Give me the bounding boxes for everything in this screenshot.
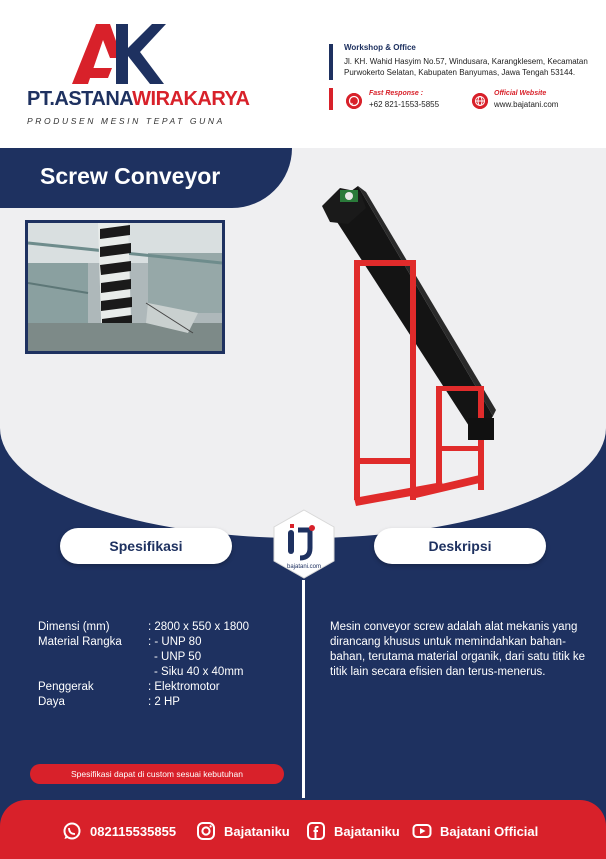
custom-note-badge: Spesifikasi dapat di custom sesuai kebutuhan — [30, 764, 284, 784]
screw-conveyor-illustration — [318, 178, 508, 508]
whatsapp-icon — [62, 821, 82, 841]
center-logo-caption: bajatani.com — [286, 564, 322, 570]
accent-bar-red — [329, 88, 333, 110]
desc-heading-pill: Deskripsi — [374, 528, 546, 564]
instagram-icon — [196, 821, 216, 841]
company-tagline: PRODUSEN MESIN TEPAT GUNA — [27, 116, 225, 126]
spec-heading-pill: Spesifikasi — [60, 528, 232, 564]
company-name: PT.ASTANAWIRAKARYA — [27, 88, 250, 110]
bajatani-logo-icon — [268, 508, 340, 580]
spec-row: Material Rangka : - UNP 80 — [38, 636, 202, 648]
spec-row: - UNP 50 — [154, 651, 202, 663]
fast-response-label: Fast Response : — [369, 90, 424, 97]
workshop-address: Jl. KH. Wahid Hasyim No.57, Windusara, Karangklesem, Kecamatan Purwokerto Selatan, Kabupaten Banyumas, Jawa Tengah 53144. — [344, 57, 588, 77]
spec-row: Daya : 2 HP — [38, 696, 180, 708]
facebook-icon — [306, 821, 326, 841]
footer-facebook[interactable]: Bajataniku — [306, 821, 400, 841]
company-logo — [66, 20, 166, 86]
spec-row: Penggerak : Elektromotor — [38, 681, 220, 693]
website-link[interactable]: www.bajatani.com — [494, 100, 559, 109]
description-text: Mesin conveyor screw adalah alat mekanis yang dirancang khusus untuk memindahkan bahan-bahan, terutama material organik, dari satu titik ke titik lain secara efisien dan terus-menerus. — [330, 621, 586, 678]
footer-youtube[interactable]: Bajatani Official — [412, 821, 538, 841]
youtube-icon — [412, 821, 432, 841]
accent-bar-blue — [329, 44, 333, 80]
spec-row: - Siku 40 x 40mm — [154, 666, 244, 678]
product-title: Screw Conveyor — [40, 163, 221, 189]
spec-table — [38, 620, 288, 710]
workshop-title: Workshop & Office — [344, 43, 416, 52]
column-divider — [302, 580, 305, 798]
globe-icon — [472, 93, 488, 109]
spec-row: Dimensi (mm) : 2800 x 550 x 1800 — [38, 621, 250, 633]
footer-whatsapp[interactable]: 082115535855 — [62, 821, 176, 841]
whatsapp-icon — [346, 93, 362, 109]
fast-response-phone[interactable]: +62 821-1553-5855 — [369, 100, 440, 109]
website-label: Official Website — [494, 90, 547, 97]
brochure-header — [0, 0, 606, 148]
footer-instagram[interactable]: Bajataniku — [196, 821, 290, 841]
product-photo-thumbnail — [25, 220, 225, 354]
